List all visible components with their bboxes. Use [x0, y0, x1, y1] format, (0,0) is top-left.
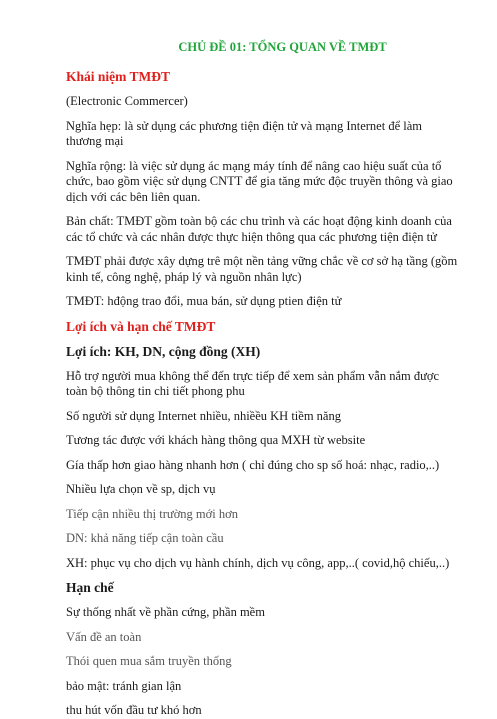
- paragraph: TMĐT: hđộng trao đổi, mua bán, sử dụng ptien điện tử: [66, 294, 342, 308]
- paragraph: Sự thống nhất về phần cứng, phần mềm: [66, 605, 265, 619]
- paragraph: Gía thấp hơn giao hàng nhanh hơn ( chỉ đúng cho sp số hoá: nhạc, radio,..): [66, 457, 440, 472]
- paragraph: TMĐT phải được xây dựng trê một nền tảng vững chắc về cơ sở hạ tầng (gồm kinh tế, công nghệ, pháp lý và nguồn nhân lực): [66, 254, 458, 284]
- document-title: CHỦ ĐỀ 01: TỔNG QUAN VỀ TMĐT: [178, 40, 387, 54]
- paragraph: Thói quen mua sắm truyền thống: [66, 654, 232, 668]
- paragraph: Nghĩa rộng: là việc sử dụng ác mạng máy tính để nâng cao hiệu suất của tổ chức, bao gồm việc sử dụng CNTT để gia tăng mức độc truyền thông và giao dịch với các bên liên quan.: [66, 158, 453, 204]
- section-heading-concept: Khái niệm TMĐT: [66, 69, 171, 84]
- paragraph: Vấn đề an toàn: [66, 629, 142, 644]
- paragraph: Nghĩa hẹp: là sử dụng các phương tiện điện tử và mạng Internet để làm thương mại: [66, 118, 422, 148]
- paragraph: Bản chất: TMĐT gồm toàn bộ các chu trình và các hoạt động kinh doanh của các tổ chức và các nhân được thực hiện thông qua các phương tiện điện tử: [66, 214, 452, 244]
- paragraph: XH: phục vụ cho dịch vụ hành chính, dịch vụ công, app,..( covid,hộ chiếu,..): [66, 555, 450, 570]
- section-heading-benefits-limits: Lợi ích và hạn chế TMĐT: [66, 318, 216, 334]
- paragraph: bảo mật: tránh gian lận: [66, 678, 182, 693]
- paragraph: Tương tác được với khách hàng thông qua MXH từ website: [66, 433, 366, 447]
- paragraph: DN: khả năng tiếp cận toàn cầu: [66, 531, 224, 545]
- subheading-benefits: Lợi ích: KH, DN, cộng đồng (XH): [66, 343, 261, 359]
- paragraph: Hỗ trợ người mua không thể đến trực tiếp để xem sản phẩm vẫn nắm được toàn bộ thông tin chi tiết phong phu: [66, 368, 440, 398]
- paragraph: Nhiều lựa chọn về sp, dịch vụ: [66, 482, 216, 496]
- paragraph: thu hút vốn đầu tư khó hơn: [66, 703, 202, 717]
- paragraph: Số người sử dụng Internet nhiều, nhiềều KH tiềm năng: [66, 408, 341, 423]
- paragraph: (Electronic Commercer): [66, 94, 188, 108]
- paragraph: Tiếp cận nhiều thị trường mới hơn: [66, 506, 238, 521]
- subheading-limitations: Hạn chế: [66, 580, 114, 595]
